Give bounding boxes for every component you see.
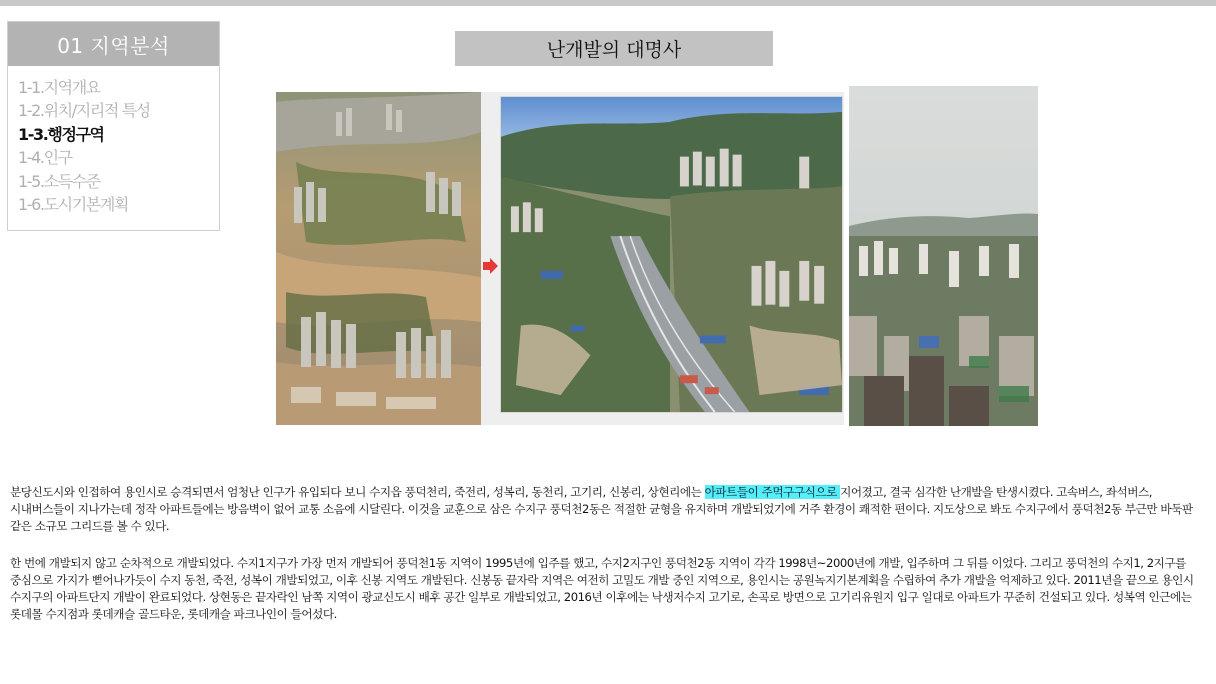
sidebar-item-income[interactable]: 1-5.소득수준 — [18, 171, 100, 191]
right-arrow-icon — [483, 258, 498, 274]
top-rule — [0, 0, 1216, 6]
paragraph-2: 한 번에 개발되지 않고 순차적으로 개발되었다. 수지1지구가 가장 먼저 개발되어 풍덕천1동 지역이 1995년에 입주를 했고, 수지2지구인 풍덕천2동 지역이 각각 1998년~2000년에 개발, 입주하며 그 뒤를 이었다. 그리고 풍덕천의 수지1, 2지구를 중심으로 가지가 뻗어나가듯이 수지 동천, 죽전, 성복이 개발되었고, 이후 신봉 지역도 개발된다. 신봉동 끝자락 지역은 여전히 고밀도 개발 중인 지역으로, 용인시는 공원녹지기본계획을 수립하여 추가 개발을 억제하고 있다. 2011년을 끝으로 용인시 수지구의 아파트단지 개발이 완료되었다. 상현동은 끝자락인 남쪽 지역이 광교신도시 배후 공간 일부로 개발되었고, 2016년 이후에는 낙생저수지 고기로, 손곡로 방면으로 고기리유원지 입구 일대로 아파트가 꾸준히 건설되고 있다. 성복역 인근에는 롯데몰 수지점과 롯데캐슬 골드타운, 롯데캐슬 파크나인이 들어섰다. — [10, 556, 1194, 621]
sidebar-header: 01 지역분석 — [8, 22, 219, 66]
aerial-highway-apartments-photo — [500, 96, 843, 413]
sidebar-item-overview[interactable]: 1-1.지역개요 — [18, 78, 100, 97]
sidebar-item-location[interactable]: 1-2.위치/지리적 특성 — [18, 101, 150, 121]
sidebar-item-population[interactable]: 1-4.인구 — [18, 148, 72, 168]
sidebar-item-administrative[interactable]: 1-3.행정구역 — [18, 124, 104, 144]
paragraph-1-text-a: 분당신도시와 인접하여 용인시로 승격되면서 엄청난 인구가 유입되다 보니 수지읍 풍덕천리, 죽전리, 성복리, 동천리, 고기리, 신봉리, 상현리에는 — [10, 485, 705, 499]
sidebar-list — [8, 66, 219, 216]
highlighted-phrase: 아파트들이 주먹구구식으로 — [704, 485, 841, 499]
paragraph-1 — [10, 484, 1210, 535]
page-title: 난개발의 대명사 — [455, 31, 773, 66]
sidebar-item-urban-plan[interactable]: 1-6.도시기본계획 — [18, 195, 128, 215]
paragraph-1-text-b: 지어졌고, 결국 심각한 난개발을 탄생시켰다. 고속버스, 좌석버스, 시내버스들이 지나가는데 정작 아파트들에는 방음벽이 없어 교통 소음에 시달린다. 이것을 교훈으로 삼은 수지구 풍덕천2동은 적절한 균형을 유지하며 개발되었기에 거주 환경이 쾌적한 편이다. 지도상으로 봐도 수지구에서 풍덕천2동 부근만 바둑판 같은 소규모 그리드를 볼 수 있다. — [10, 485, 1193, 533]
aerial-construction-photo — [276, 92, 481, 425]
city-skyline-photo — [849, 86, 1038, 426]
sidebar-nav — [7, 21, 220, 231]
